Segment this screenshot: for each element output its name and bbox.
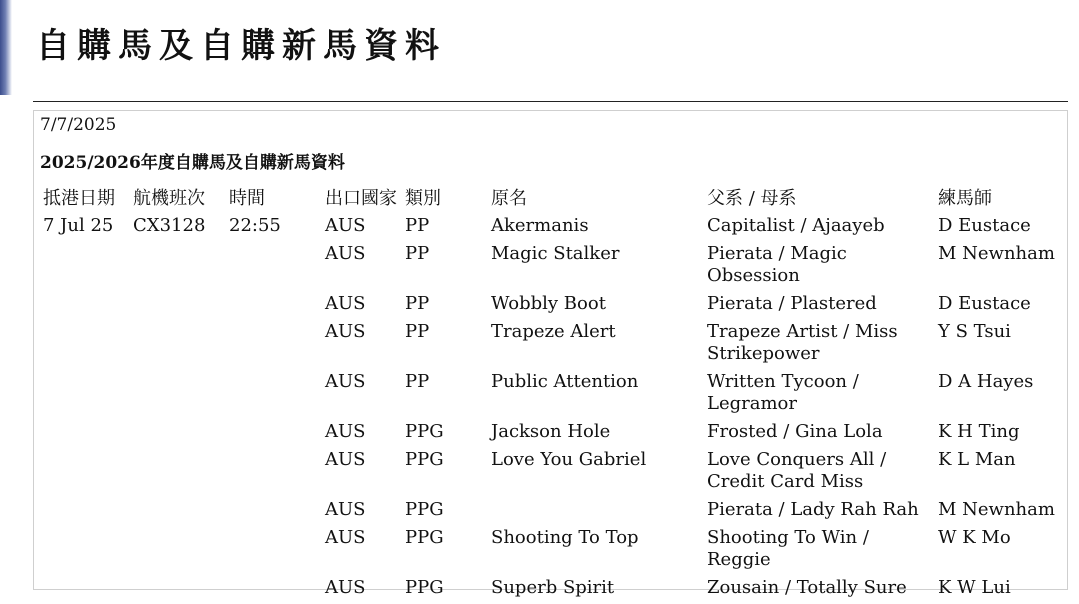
cell-trainer: D Eustace <box>938 293 1031 314</box>
header-time: 時間 <box>229 188 265 209</box>
page-title: 自購馬及自購新馬資料 <box>36 26 446 66</box>
header-name: 原名 <box>491 188 527 209</box>
cell-name: Jackson Hole <box>491 421 611 442</box>
cell-type: PPG <box>405 499 444 520</box>
cell-name: Wobbly Boot <box>491 293 606 314</box>
cell-pedigree: Pierata / Lady Rah Rah <box>707 499 919 520</box>
cell-type: PPG <box>405 577 444 598</box>
cell-type: PP <box>405 371 430 392</box>
cell-time <box>224 320 320 370</box>
cell-time <box>224 526 320 576</box>
cell-pedigree: Trapeze Artist / Miss Strikepower <box>707 321 898 364</box>
cell-country: AUS <box>325 577 366 598</box>
side-accent-bar <box>0 0 12 95</box>
cell-name: Superb Spirit <box>491 577 615 598</box>
cell-trainer: D A Hayes <box>938 371 1034 392</box>
table-row <box>38 292 1058 320</box>
table-row <box>38 420 1058 448</box>
cell-name: Akermanis <box>491 215 589 236</box>
cell-country: AUS <box>325 293 366 314</box>
cell-arrival-date <box>38 292 128 320</box>
cell-trainer: W K Mo <box>938 527 1011 548</box>
cell-type: PPG <box>405 527 444 548</box>
cell-name <box>486 498 702 526</box>
header-pedigree: 父系 / 母系 <box>707 188 797 209</box>
table-row <box>38 214 1058 242</box>
cell-flight <box>128 320 224 370</box>
cell-type: PPG <box>405 449 444 470</box>
cell-type: PPG <box>405 421 444 442</box>
cell-trainer: K H Ting <box>938 421 1020 442</box>
horse-arrivals-table <box>38 186 1058 604</box>
cell-time: 22:55 <box>229 215 281 236</box>
cell-name: Love You Gabriel <box>491 449 647 470</box>
cell-country: AUS <box>325 371 366 392</box>
cell-flight <box>128 420 224 448</box>
publish-date: 7/7/2025 <box>40 115 117 135</box>
cell-time <box>224 576 320 604</box>
cell-name: Shooting To Top <box>491 527 639 548</box>
cell-arrival-date <box>38 242 128 292</box>
table-row <box>38 498 1058 526</box>
header-type: 類別 <box>405 188 441 209</box>
cell-arrival-date <box>38 526 128 576</box>
header-arrival-date: 抵港日期 <box>43 188 115 209</box>
cell-country: AUS <box>325 243 366 264</box>
cell-arrival-date <box>38 498 128 526</box>
cell-arrival-date <box>38 420 128 448</box>
table-row <box>38 448 1058 498</box>
cell-flight <box>128 370 224 420</box>
table-row <box>38 370 1058 420</box>
title-divider <box>33 101 1068 102</box>
cell-country: AUS <box>325 499 366 520</box>
cell-country: AUS <box>325 527 366 548</box>
cell-trainer: K W Lui <box>938 577 1011 598</box>
header-country: 出口國家 <box>325 188 397 209</box>
cell-arrival-date <box>38 320 128 370</box>
cell-flight <box>128 526 224 576</box>
table-row <box>38 242 1058 292</box>
cell-country: AUS <box>325 421 366 442</box>
cell-type: PP <box>405 243 430 264</box>
cell-flight <box>128 292 224 320</box>
table-row <box>38 320 1058 370</box>
cell-flight <box>128 448 224 498</box>
cell-pedigree: Zousain / Totally Sure <box>707 577 907 598</box>
header-flight: 航機班次 <box>133 188 205 209</box>
cell-country: AUS <box>325 321 366 342</box>
cell-name: Trapeze Alert <box>491 321 616 342</box>
cell-trainer: D Eustace <box>938 215 1031 236</box>
cell-time <box>224 370 320 420</box>
cell-pedigree: Love Conquers All / Credit Card Miss <box>707 449 887 492</box>
cell-trainer: M Newnham <box>938 243 1055 264</box>
cell-time <box>224 498 320 526</box>
cell-trainer: Y S Tsui <box>938 321 1011 342</box>
cell-time <box>224 448 320 498</box>
cell-name: Public Attention <box>491 371 639 392</box>
cell-flight: CX3128 <box>133 215 206 236</box>
cell-pedigree: Pierata / Magic Obsession <box>707 243 847 286</box>
table-row <box>38 576 1058 604</box>
cell-flight <box>128 498 224 526</box>
cell-trainer: M Newnham <box>938 499 1055 520</box>
header-trainer: 練馬師 <box>938 188 992 209</box>
cell-pedigree: Shooting To Win / Reggie <box>707 527 869 570</box>
cell-time <box>224 292 320 320</box>
cell-name: Magic Stalker <box>491 243 620 264</box>
cell-pedigree: Frosted / Gina Lola <box>707 421 883 442</box>
cell-arrival-date <box>38 370 128 420</box>
cell-country: AUS <box>325 215 366 236</box>
table-header-row <box>38 186 1058 214</box>
cell-pedigree: Capitalist / Ajaayeb <box>707 215 885 236</box>
cell-arrival-date: 7 Jul 25 <box>43 215 114 236</box>
cell-pedigree: Pierata / Plastered <box>707 293 877 314</box>
cell-type: PP <box>405 293 430 314</box>
cell-flight <box>128 242 224 292</box>
cell-flight <box>128 576 224 604</box>
section-subtitle: 2025/2026年度自購馬及自購新馬資料 <box>40 153 345 173</box>
cell-pedigree: Written Tycoon / Legramor <box>707 371 859 414</box>
cell-time <box>224 420 320 448</box>
cell-arrival-date <box>38 448 128 498</box>
cell-type: PP <box>405 215 430 236</box>
cell-time <box>224 242 320 292</box>
cell-type: PP <box>405 321 430 342</box>
cell-country: AUS <box>325 449 366 470</box>
table-row <box>38 526 1058 576</box>
cell-arrival-date <box>38 576 128 604</box>
cell-trainer: K L Man <box>938 449 1016 470</box>
